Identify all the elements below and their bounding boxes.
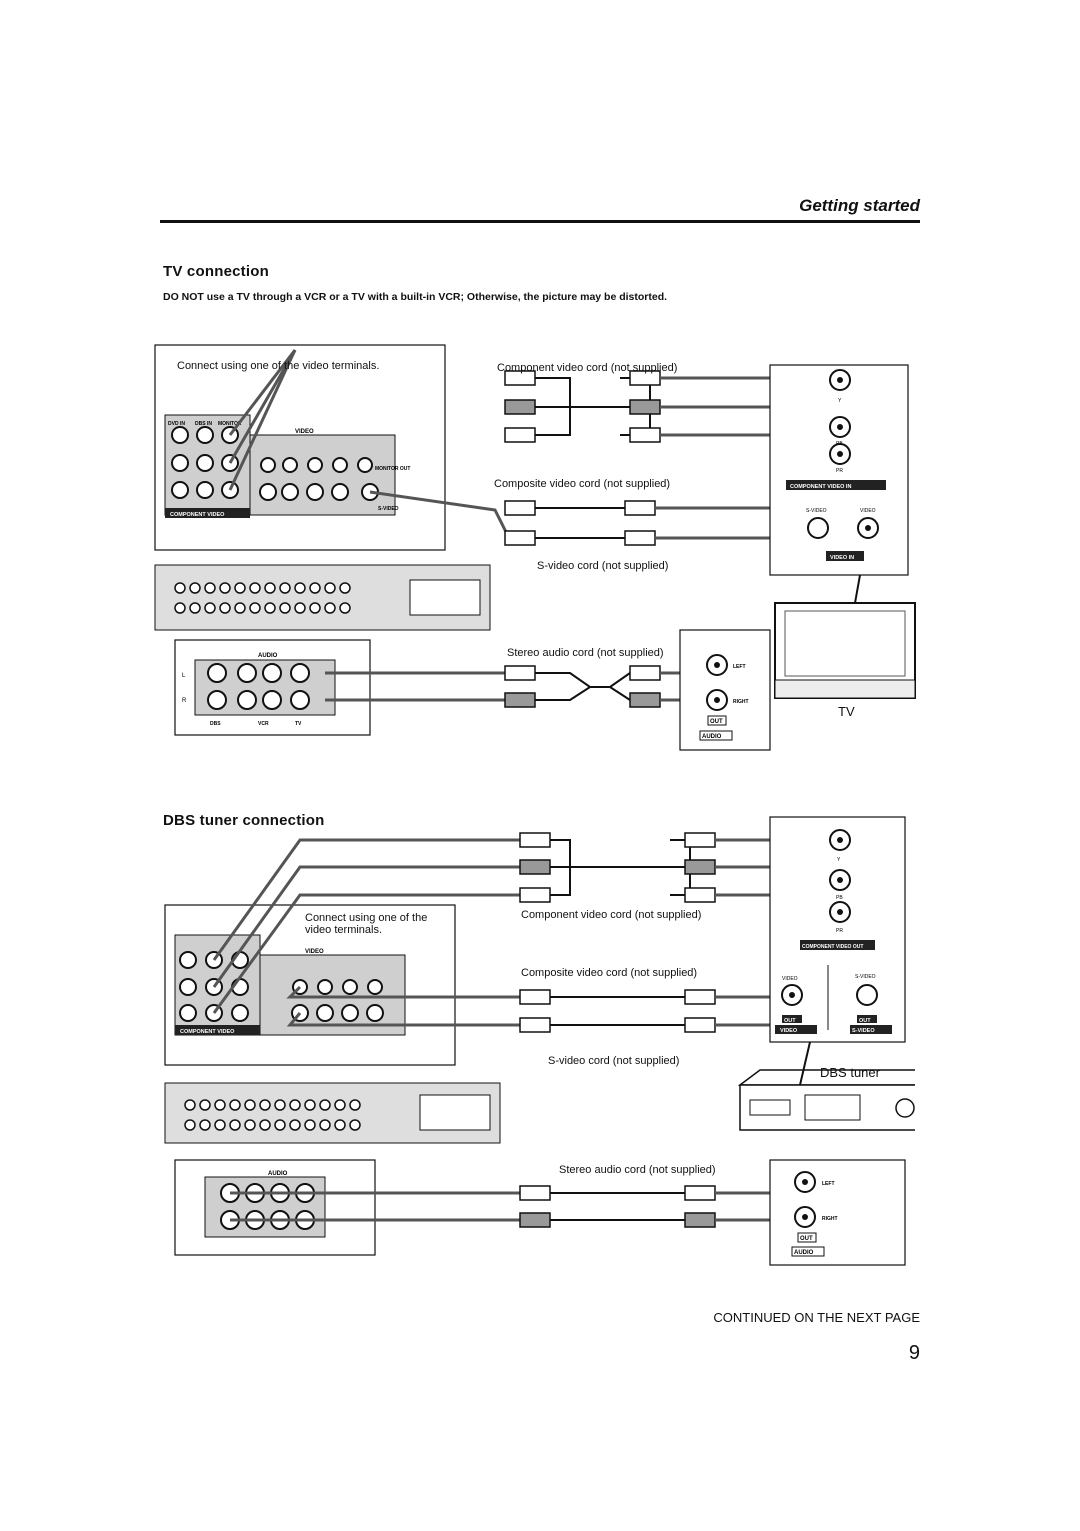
dbs-label-left: LEFT [822,1181,835,1187]
label-monitor-out: MONITOR OUT [375,466,411,472]
tv-label-s-video: S-VIDEO [806,508,827,514]
svideo-jack [260,484,276,500]
svideo-cord [505,525,815,545]
tv-label-left: LEFT [733,664,746,670]
tv-audio-cord-label: Stereo audio cord (not supplied) [507,647,664,659]
page-header [700,196,920,216]
continued-note: CONTINUED ON THE NEXT PAGE [713,1310,920,1325]
label-dbs: DBS [210,721,221,727]
dbs-label-out-2: OUT [859,1018,871,1024]
label-s-video: S-VIDEO [378,506,399,512]
tv-label-pr: PR [836,468,843,474]
dbs-label-out: OUT [784,1018,796,1024]
dbs-composite-cord-label: Composite video cord (not supplied) [521,967,698,979]
svideo-jack [282,484,298,500]
label-video: VIDEO [295,429,314,435]
dbs-label-s-video-tag: S-VIDEO [852,1028,875,1034]
dbs-label-right: RIGHT [822,1216,838,1222]
dbs-label-component-video: COMPONENT VIDEO [180,1029,235,1035]
label-component-video: COMPONENT VIDEO [170,512,225,518]
tv-label-video: VIDEO [860,508,876,514]
tv-label-component-video-in: COMPONENT VIDEO IN [790,484,852,490]
dbs-label-video: VIDEO [305,949,324,955]
svideo-jack [332,484,348,500]
jack [358,458,372,472]
jack [261,458,275,472]
dbs-label-audio-tag: AUDIO [794,1250,814,1256]
dbs-svideo-cord-label: S-video cord (not supplied) [548,1055,680,1067]
dbs-section-title: DBS tuner connection [163,812,325,829]
label-dbs-in: DBS IN [195,421,212,427]
tv-warning: DO NOT use a TV through a VCR or a TV with a built-in VCR; Otherwise, the picture may be distorted. [163,291,668,303]
jack [172,455,188,471]
tv-jack-svideo [808,518,828,538]
dbs-device-label: DBS tuner [820,1065,880,1080]
dbs-label-video: VIDEO [782,976,798,982]
dbs-connection-diagram [160,815,915,1270]
dbs-label-y: Y [837,857,841,863]
jack [333,458,347,472]
dbs-label-component-video-out: COMPONENT VIDEO OUT [802,944,864,950]
dbs-panel-caption: Connect using one of the video terminals. [305,912,428,936]
tv-connection-diagram [150,340,920,760]
label-dvd-in: DVD IN [168,421,185,427]
header-rule [160,220,920,223]
tv-set-drawing [775,575,915,698]
component-video-jacks [172,427,238,498]
tv-section-title: TV connection [163,263,269,280]
tv-composite-cord-label: Composite video cord (not supplied) [494,478,671,490]
tv-label-video-in: VIDEO IN [830,555,855,561]
jack [197,482,213,498]
tv-label-right: RIGHT [733,699,749,705]
tv-label-pb: PB [836,441,843,447]
label-audio: AUDIO [258,653,278,659]
label-tv: TV [295,721,302,727]
jack [172,427,188,443]
tv-label-audio: AUDIO [702,734,722,740]
header-title: Getting started [799,196,920,215]
tv-device-label: TV [838,704,855,719]
dbs-component-cord-label: Component video cord (not supplied) [521,909,702,921]
label-l: L [182,673,186,679]
jack [283,458,297,472]
dbs-label-video-tag: VIDEO [780,1028,798,1034]
label-monitor: MONITOR [218,421,242,427]
jack [197,427,213,443]
tv-svideo-cord-label: S-video cord (not supplied) [537,560,669,572]
page-number: 9 [908,1342,920,1364]
video-block [250,435,395,515]
dbs-audio-panel [770,1160,905,1265]
label-r: R [182,698,187,704]
dbs-label-s-video: S-VIDEO [855,974,876,980]
dbs-audio-cord-label: Stereo audio cord (not supplied) [559,1164,716,1176]
jack [308,458,322,472]
dbs-label-audio-out: OUT [800,1236,813,1242]
tv-component-cord-label: Component video cord (not supplied) [497,362,678,374]
dbs-tuner-drawing [740,1042,915,1130]
dbs-label-audio: AUDIO [268,1171,288,1177]
tv-label-out: OUT [710,719,723,725]
dbs-label-pr: PR [836,928,843,934]
svideo-jack [307,484,323,500]
jack [197,455,213,471]
stereo-audio-cord [325,666,705,707]
dbs-label-pb: PB [836,895,843,901]
jack [172,482,188,498]
label-vcr: VCR [258,721,269,727]
tv-panel-caption: Connect using one of the video terminals. [177,360,380,372]
tv-label-y: Y [838,398,842,404]
